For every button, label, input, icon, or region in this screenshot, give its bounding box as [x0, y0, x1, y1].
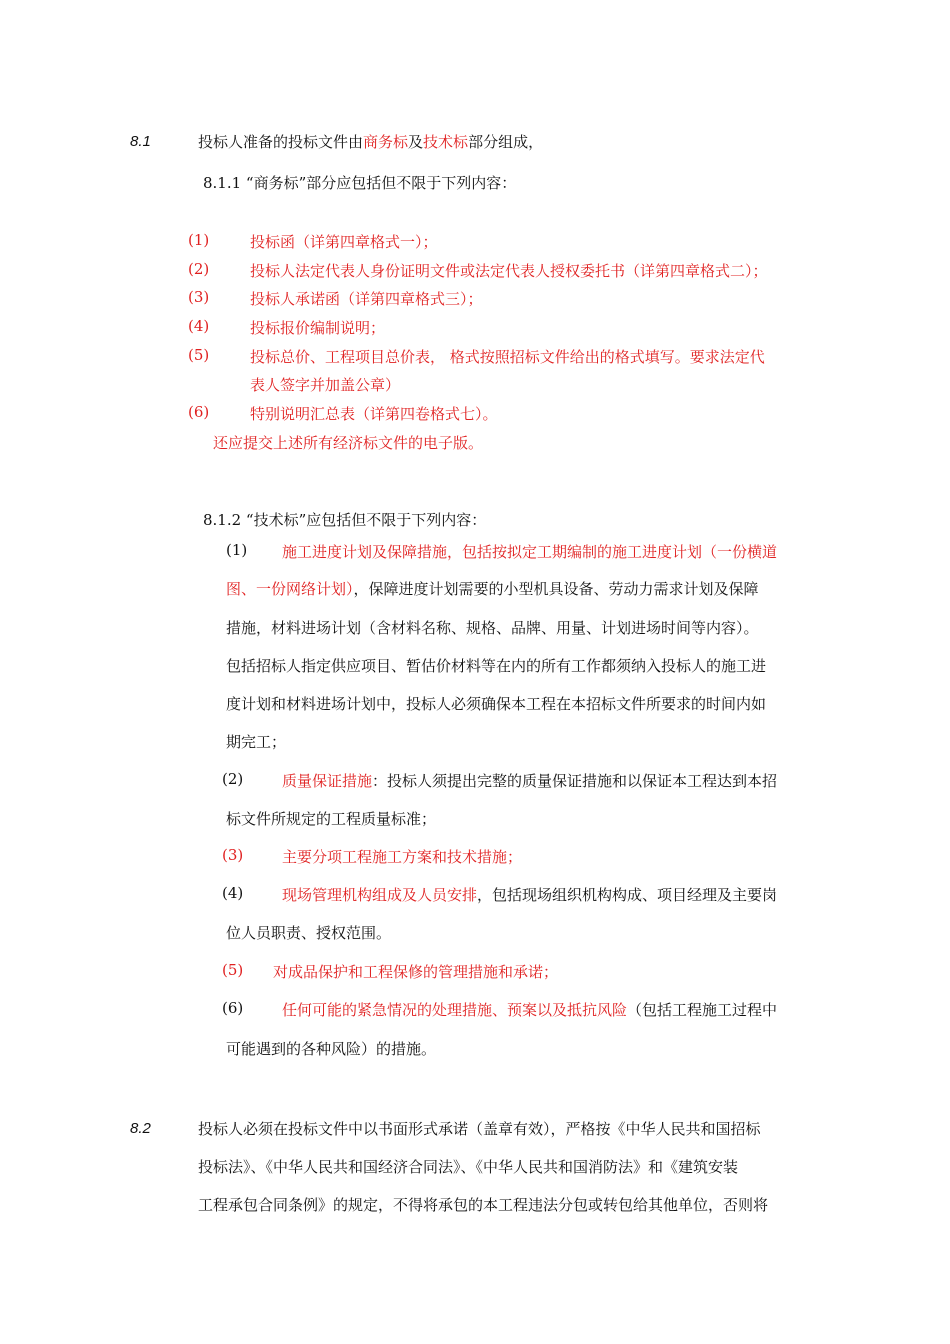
subsection-8-1-1-heading: 8.1.1 “商务标”部分应包括但不限于下列内容： [203, 174, 517, 192]
list-item: 施工进度计划及保障措施，包括按拟定工期编制的施工进度计划（一份横道 [282, 543, 778, 561]
s81-business-bid: 商务标 [363, 133, 409, 151]
list-item-continued: 期完工； [226, 733, 287, 751]
list-item: 投标人承诺函（详第四章格式三）； [250, 290, 483, 308]
schedule-plans-black: ，保障进度计划需要的小型机具设备、劳动力需求计划及保障 [353, 580, 759, 598]
list-mark: (1) [188, 231, 210, 249]
list-item [282, 770, 777, 791]
list-item-continued: 措施，材料进场计划（含材料名称、规格、品牌、用量、计划进场时间等内容）。 [226, 619, 759, 637]
list-mark: (5) [222, 961, 244, 979]
subsection-8-1-2-heading: 8.1.2 “技术标”应包括但不限于下列内容： [203, 511, 487, 529]
section-8-1-text [198, 131, 543, 152]
list-mark: (6) [222, 999, 244, 1017]
section-number-8-1: 8.1 [130, 133, 151, 150]
list-item: 特别说明汇总表（详第四卷格式七）。 [250, 405, 498, 423]
section-8-2-line: 投标法》、《中华人民共和国经济合同法》、《中华人民共和国消防法》和《建筑安装 [198, 1158, 739, 1176]
list-item: 投标函（详第四章格式一）； [250, 233, 438, 251]
list-mark: (4) [188, 317, 210, 335]
quality-measures-red: 质量保证措施 [282, 772, 373, 790]
list-item: 投标报价编制说明； [250, 319, 386, 337]
emergency-measures-black: （包括工程施工过程中 [627, 1001, 778, 1019]
list-item [282, 999, 777, 1020]
list-item-continued: 包括招标人指定供应项目、暂估价材料等在内的所有工作都须纳入投标人的施工进 [226, 657, 767, 675]
list-mark: (1) [226, 541, 248, 559]
list-mark: (4) [222, 884, 244, 902]
list-mark: (3) [222, 846, 244, 864]
schedule-plans-red: 图、一份网络计划） [226, 580, 354, 598]
list-item-continued: 可能遇到的各种风险）的措施。 [226, 1040, 437, 1058]
list-item: 投标人法定代表人身份证明文件或法定代表人授权委托书（详第四章格式二）； [250, 262, 768, 280]
s81-text-5: 部分组成， [468, 133, 544, 151]
list-mark: (6) [188, 403, 210, 421]
list-item-continued: 度计划和材料进场计划中，投标人必须确保本工程在本招标文件所要求的时间内如 [226, 695, 767, 713]
section-8-2-line: 投标人必须在投标文件中以书面形式承诺（盖章有效），严格按《中华人民共和国招标 [198, 1120, 761, 1138]
list-mark: (3) [188, 288, 210, 306]
list-item: 主要分项工程施工方案和技术措施； [282, 848, 523, 866]
list-item [282, 884, 777, 905]
list-item-continued: 表人签字并加盖公章） [250, 376, 401, 394]
quality-measures-black: ：投标人须提出完整的质量保证措施和以保证本工程达到本招 [372, 772, 778, 790]
electronic-copy-note: 还应提交上述所有经济标文件的电子版。 [213, 434, 484, 452]
list-item-continued: 位人员职责、授权范围。 [226, 924, 392, 942]
site-management-red: 现场管理机构组成及人员安排 [282, 886, 478, 904]
section-8-2-line: 工程承包合同条例》的规定，不得将承包的本工程违法分包或转包给其他单位，否则将 [198, 1196, 769, 1214]
list-item: 对成品保护和工程保修的管理措施和承诺； [273, 963, 559, 981]
s81-text-3: 及 [408, 133, 424, 151]
list-item: 投标总价、工程项目总价表， 格式按照招标文件给出的格式填写。要求法定代 [250, 348, 765, 366]
s81-text-1: 投标人准备的投标文件由 [198, 133, 364, 151]
list-mark: (2) [222, 770, 244, 788]
list-mark: (2) [188, 260, 210, 278]
section-number-8-2: 8.2 [130, 1120, 151, 1137]
list-mark: (5) [188, 346, 210, 364]
list-item-continued [226, 578, 759, 599]
site-management-black: ，包括现场组织机构构成、项目经理及主要岗 [477, 886, 778, 904]
s81-technical-bid: 技术标 [423, 133, 469, 151]
list-item-continued: 标文件所规定的工程质量标准； [226, 810, 437, 828]
emergency-measures-red: 任何可能的紧急情况的处理措施、预案以及抵抗风险 [282, 1001, 628, 1019]
